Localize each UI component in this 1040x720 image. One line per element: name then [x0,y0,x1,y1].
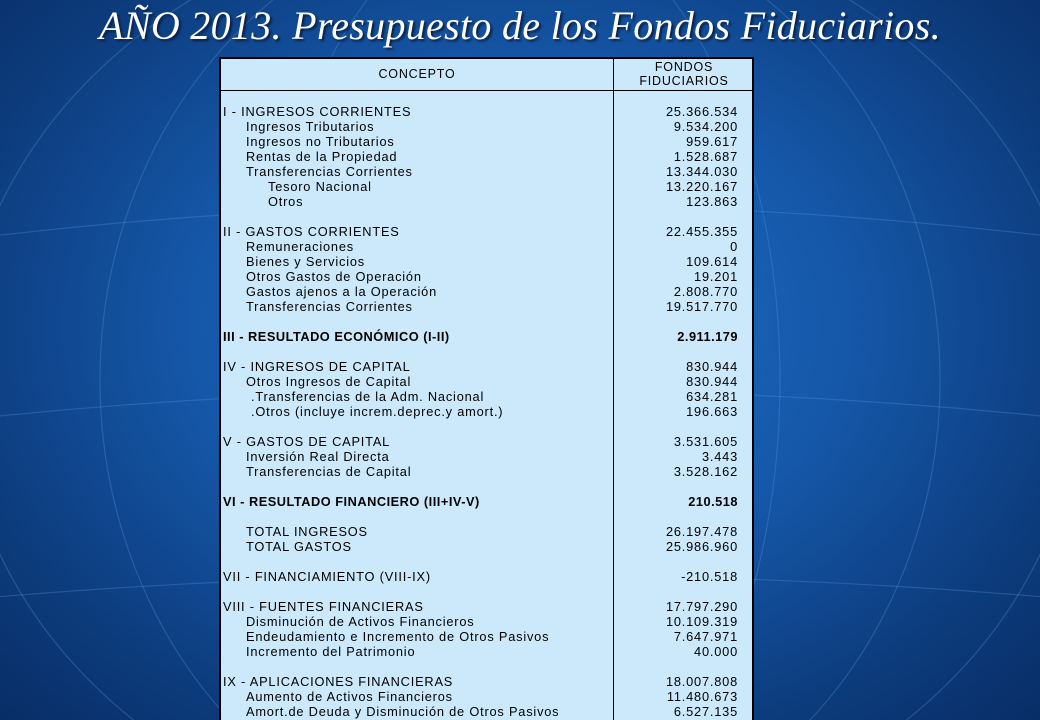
table-row [221,614,752,629]
table-row [221,254,752,269]
table-row [221,539,752,554]
row-label: VIII - FUENTES FINANCIERAS [223,599,424,614]
row-label: Tesoro Nacional [268,179,372,194]
row-value: 10.109.319 [665,614,738,629]
table-row [221,434,752,449]
table-row [221,449,752,464]
row-label: .Otros (incluye increm.deprec.y amort.) [251,404,504,419]
row-value: 634.281 [686,389,738,404]
row-label: Otros Ingresos de Capital [246,374,412,389]
row-value: 19.517.770 [665,299,738,314]
table-row [221,359,752,374]
slide-title: AÑO 2013. Presupuesto de los Fondos Fiduciarios. [99,3,941,48]
row-label: TOTAL GASTOS [246,539,352,554]
row-value: 2.808.770 [673,284,738,299]
table-row [221,389,752,404]
header-divider [221,90,752,91]
row-label: III - RESULTADO ECONÓMICO (I-II) [223,329,450,344]
table-row [221,704,752,719]
row-label: Disminución de Activos Financieros [246,614,475,629]
table-row [221,134,752,149]
row-value: 2.911.179 [677,329,738,344]
row-label: Otros Gastos de Operación [246,269,422,284]
row-label: IX - APLICACIONES FINANCIERAS [223,674,454,689]
row-value: 9.534.200 [673,119,738,134]
row-value: 3.443 [701,449,738,464]
row-label: Ingresos Tributarios [246,119,375,134]
row-value: 13.344.030 [665,164,738,179]
header-fondos-line1: FONDOS [654,60,714,74]
row-label: Gastos ajenos a la Operación [246,284,437,299]
row-label: V - GASTOS DE CAPITAL [223,434,391,449]
row-label: Remuneraciones [246,239,354,254]
row-label: Rentas de la Propiedad [246,149,398,164]
row-label: Bienes y Servicios [246,254,365,269]
table-row [221,224,752,239]
row-label: VI - RESULTADO FINANCIERO (III+IV-V) [223,494,480,509]
row-label: II - GASTOS CORRIENTES [223,224,400,239]
table-row [221,494,752,509]
table-row [221,524,752,539]
header-concepto: CONCEPTO [378,67,456,81]
row-value: -210.518 [681,569,738,584]
header-fondos-line2: FIDUCIARIOS [639,74,729,88]
table-row [221,629,752,644]
table-row [221,329,752,344]
table-row [221,119,752,134]
row-label: Otros [268,194,304,209]
table-row [221,674,752,689]
row-label: Transferencias Corrientes [246,299,413,314]
row-value: 13.220.167 [665,179,738,194]
row-label: Amort.de Deuda y Disminución de Otros Pasivos [246,704,560,719]
table-row [221,284,752,299]
row-value: 17.797.290 [665,599,738,614]
row-value: 18.007.808 [665,674,738,689]
budget-table [219,57,754,720]
row-value: 19.201 [694,269,738,284]
table-row [221,194,752,209]
row-value: 210.518 [688,494,738,509]
row-value: 3.531.605 [673,434,738,449]
row-value: 830.944 [686,359,738,374]
table-row [221,179,752,194]
row-label: VII - FINANCIAMIENTO (VIII-IX) [223,569,431,584]
table-row [221,269,752,284]
table-row [221,569,752,584]
row-label: TOTAL INGRESOS [246,524,368,539]
table-row [221,374,752,389]
row-value: 959.617 [686,134,738,149]
row-label: Inversión Real Directa [246,449,390,464]
row-label: Aumento de Activos Financieros [246,689,453,704]
table-row [221,644,752,659]
table-row [221,164,752,179]
table-row [221,104,752,119]
row-value: 25.366.534 [665,104,738,119]
table-row [221,689,752,704]
row-value: 830.944 [686,374,738,389]
row-label: Ingresos no Tributarios [246,134,395,149]
row-value: 26.197.478 [665,524,738,539]
row-value: 40.000 [694,644,738,659]
row-value: 109.614 [686,254,738,269]
row-value: 11.480.673 [666,689,738,704]
row-value: 25.986.960 [665,539,738,554]
row-label: Transferencias de Capital [246,464,412,479]
row-label: Incremento del Patrimonio [246,644,416,659]
row-value: 7.647.971 [673,629,738,644]
row-value: 22.455.355 [665,224,738,239]
row-label: .Transferencias de la Adm. Nacional [251,389,485,404]
row-value: 6.527.135 [673,704,738,719]
table-row [221,464,752,479]
table-row [221,404,752,419]
header-fondos-fiduciarios [614,60,754,88]
row-value: 123.863 [686,194,738,209]
table-row [221,149,752,164]
row-label: I - INGRESOS CORRIENTES [223,104,412,119]
table-row [221,239,752,254]
table-row [221,599,752,614]
row-label: Transferencias Corrientes [246,164,413,179]
row-label: IV - INGRESOS DE CAPITAL [223,359,411,374]
table-row [221,299,752,314]
row-value: 1.528.687 [673,149,738,164]
row-value: 0 [730,239,738,254]
row-value: 3.528.162 [673,464,738,479]
row-label: Endeudamiento e Incremento de Otros Pasivos [246,629,550,644]
row-value: 196.663 [686,404,738,419]
